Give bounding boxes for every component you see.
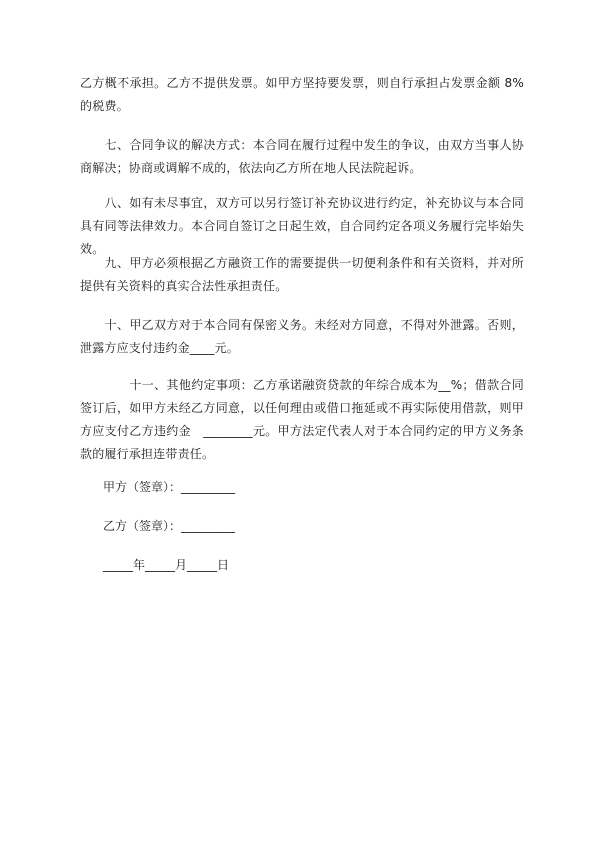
paragraph-other-terms: 十一、其他约定事项：乙方承诺融资贷款的年综合成本为__%；借款合同签订后，如甲方未经乙方同意，以任何理由或借口拖延或不再实际使用借款，则甲方应支付乙方违约金 ________元。甲方法定代表人对于本合同约定的甲方义务条款的履行承担连带责任。 bbox=[80, 378, 524, 461]
paragraph-confidentiality: 十、甲乙双方对于本合同有保密义务。未经对方同意，不得对外泄露。否则，泄露方应支付违约金____元。 bbox=[80, 318, 524, 355]
signature-date: _____年_____月_____日 bbox=[103, 558, 230, 572]
signature-party-a: 甲方（签章）：_________ bbox=[103, 480, 236, 494]
paragraph-tax-clause: 乙方概不承担。乙方不提供发票。如甲方坚持要发票，则自行承担占发票金额 8%的税费。 bbox=[80, 76, 524, 113]
paragraph-dispute-resolution: 七、合同争议的解决方式：本合同在履行过程中发生的争议，由双方当事人协商解决；协商或调解不成的，依法向乙方所在地人民法院起诉。 bbox=[80, 138, 524, 175]
paragraph-materials-obligation: 九、甲方必须根据乙方融资工作的需要提供一切便利条件和有关资料，并对所提供有关资料的真实合法性承担责任。 bbox=[80, 256, 524, 293]
paragraph-supplementary-agreement: 八、如有未尽事宜，双方可以另行签订补充协议进行约定，补充协议与本合同具有同等法律效力。本合同自签订之日起生效，自合同约定各项义务履行完毕始失效。 bbox=[80, 196, 524, 256]
signature-party-b: 乙方（签章）：_________ bbox=[103, 519, 236, 533]
